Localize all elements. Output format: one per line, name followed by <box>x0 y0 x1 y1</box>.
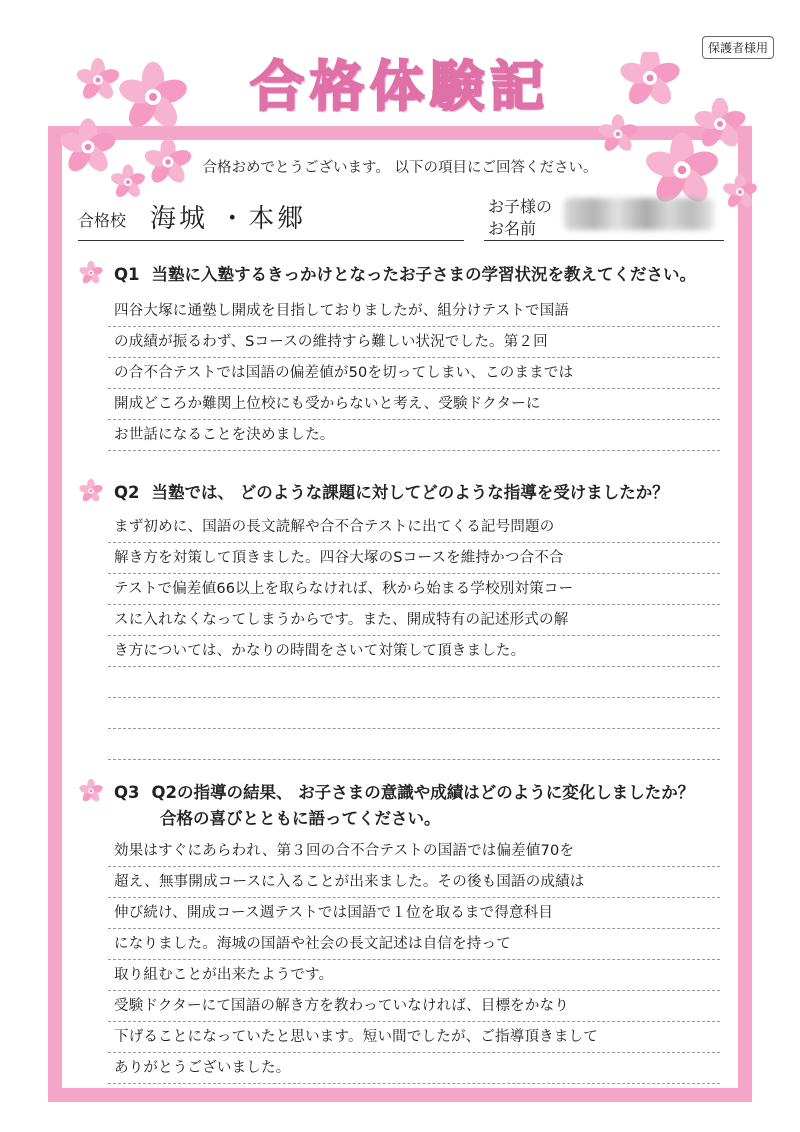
answer-line: お世話になることを決めました。 <box>108 420 720 451</box>
sakura-flower-icon <box>58 52 208 202</box>
answer-line: 超え、無事開成コースに入ることが出来ました。その後も国語の成績は <box>108 867 720 898</box>
answer-line: テストで偏差値66以上を取らなければ、秋から始まる学校別対策コー <box>108 574 720 605</box>
answer-line <box>108 698 720 729</box>
guardian-use-label: 保護者様用 <box>702 36 774 59</box>
answer-line: の成績が振るわず、Sコースの維持すら難しい状況でした。第２回 <box>108 327 720 358</box>
answer-line: 四谷大塚に通塾し開成を目指しておりましたが、組分けテストで国語 <box>108 296 720 327</box>
page-title: 合格体験記 <box>250 55 550 118</box>
school-label: 合格校 <box>78 211 127 230</box>
q3-text-line2: 合格の喜びとともに語ってください。 <box>160 809 441 828</box>
answer-line: き方については、かなりの時間をさいて対策して頂きました。 <box>108 636 720 667</box>
answer-line: 効果はすぐにあらわれ、第３回の合不合テストの国語では偏差値70を <box>108 836 720 867</box>
q1-number: Q1 <box>114 265 140 284</box>
intro-text: 合格おめでとうございます。 以下の項目にご回答ください。 <box>202 160 598 176</box>
school-underline <box>78 240 464 241</box>
child-name-label-line2: お名前 <box>488 219 537 238</box>
answer-line: 伸び続け、開成コース週テストでは国語で１位を取るまで得意科目 <box>108 898 720 929</box>
answer-line: 取り組むことが出来たようです。 <box>108 960 720 991</box>
answer-line: 開成どころか難関上位校にも受からないと考え、受験ドクターに <box>108 389 720 420</box>
answer-line: 受験ドクターにて国語の解き方を教わっていなければ、目標をかなり <box>108 991 720 1022</box>
q2-flower-icon <box>76 476 106 506</box>
q3-heading <box>114 780 744 832</box>
q2-number: Q2 <box>114 483 140 502</box>
q2-text: 当塾では、 どのような課題に対してどのような指導を受けましたか？ <box>151 483 669 502</box>
answer-line: スに入れなくなってしまうからです。また、開成特有の記述形式の解 <box>108 605 720 636</box>
q2-answer <box>108 512 720 760</box>
sakura-flower-icon <box>590 52 760 212</box>
blurred-child-name <box>564 198 714 230</box>
q3-heading-line1 <box>114 780 744 806</box>
answer-line: まず初めに、国語の長文読解や合不合テストに出てくる記号問題の <box>108 512 720 543</box>
q1-flower-icon <box>76 258 106 288</box>
child-name-label-line1: お子様の <box>488 197 553 216</box>
q3-text-line1: Q2の指導の結果、 お子さまの意識や成績はどのように変化しましたか？ <box>151 783 695 802</box>
q3-flower-icon <box>76 776 106 806</box>
name-underline <box>484 240 724 241</box>
school-name: 海城 ・本郷 <box>150 204 307 234</box>
answer-line: 下げることになっていたと思います。短い間でしたが、ご指導頂きまして <box>108 1022 720 1053</box>
answer-line: になりました。海城の国語や社会の長文記述は自信を持って <box>108 929 720 960</box>
q2-heading <box>114 480 744 506</box>
child-name-label <box>488 196 568 240</box>
answer-line <box>108 667 720 698</box>
q1-text: 当塾に入塾するきっかけとなったお子さまの学習状況を教えてください。 <box>151 265 697 284</box>
answer-line: の合不合テストでは国語の偏差値が50を切ってしまい、このままでは <box>108 358 720 389</box>
q1-answer <box>108 296 720 451</box>
answer-line: ありがとうございました。 <box>108 1053 720 1084</box>
answer-line: 解き方を対策して頂きました。四谷大塚のSコースを維持かつ合不合 <box>108 543 720 574</box>
q1-heading <box>114 262 744 288</box>
answer-line <box>108 729 720 760</box>
q3-answer <box>108 836 720 1084</box>
q3-number: Q3 <box>114 783 140 802</box>
